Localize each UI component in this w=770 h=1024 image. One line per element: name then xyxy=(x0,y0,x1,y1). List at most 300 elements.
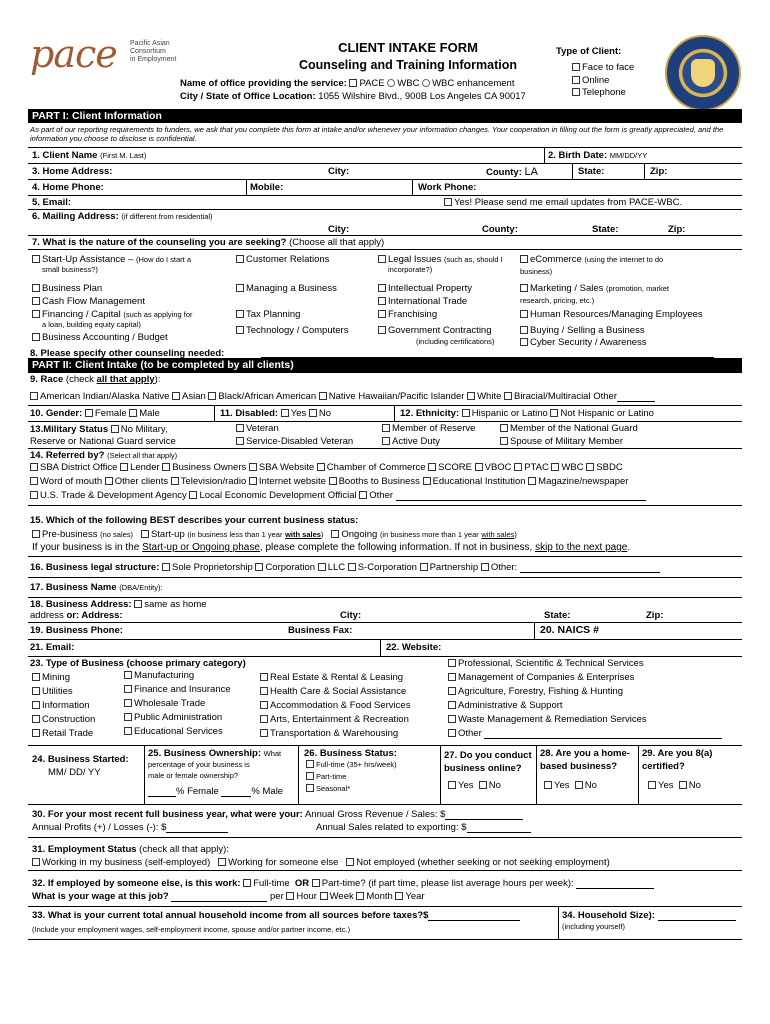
ref-sba-district-checkbox[interactable] xyxy=(30,463,38,471)
q32-wage-input[interactable] xyxy=(171,893,267,902)
q25-female-input[interactable] xyxy=(148,788,176,797)
counseling-options xyxy=(28,249,742,358)
type-wholesale-checkbox[interactable] xyxy=(124,699,132,707)
q33-input[interactable] xyxy=(428,912,520,921)
mil-spouse-label: Spouse of Military Member xyxy=(510,436,623,447)
q10 xyxy=(30,408,160,419)
type-of-client xyxy=(556,46,634,100)
c-ip-checkbox[interactable] xyxy=(378,284,386,292)
legal-llc-checkbox[interactable] xyxy=(318,563,326,571)
emp-other-label: Working for someone else xyxy=(228,857,339,868)
q31-label: 31. Employment Status xyxy=(32,844,137,855)
ref-clients-checkbox[interactable] xyxy=(105,477,113,485)
form-subtitle: Counseling and Training Information xyxy=(298,58,518,72)
q5-checkbox[interactable] xyxy=(444,198,452,206)
ref-edu-label: Educational Institution xyxy=(432,476,526,487)
q7-hint: (Choose all that apply) xyxy=(289,237,385,248)
type-other-checkbox[interactable] xyxy=(448,729,456,737)
row-q31 xyxy=(28,837,742,870)
toc-online xyxy=(556,75,634,88)
q17-label: 17. Business Name xyxy=(30,582,117,593)
ref-tv-checkbox[interactable] xyxy=(171,477,179,485)
type-mining-checkbox[interactable] xyxy=(32,673,40,681)
ref-other-input[interactable] xyxy=(396,492,646,501)
emp-self-label: Working in my business (self-employed) xyxy=(42,857,211,868)
c-gov-checkbox[interactable] xyxy=(378,326,386,334)
type-retail-checkbox[interactable] xyxy=(32,729,40,737)
status-pre-hint: (no sales) xyxy=(100,530,134,539)
q15-note: If your business is in the Start-up or Ongoing phase, please complete the following information. If not in business, skip to the next page. xyxy=(32,542,631,553)
status-ongoing-checkbox[interactable] xyxy=(331,530,339,538)
type-accommodation xyxy=(260,700,410,711)
ref-ptac-checkbox[interactable] xyxy=(514,463,522,471)
divider xyxy=(558,907,559,939)
legal-corp-checkbox[interactable] xyxy=(255,563,263,571)
mil-vet-label: Veteran xyxy=(246,423,279,434)
c-customer-label: Customer Relations xyxy=(246,254,330,265)
row-q5 xyxy=(28,195,742,209)
q7-text: 7. What is the nature of the counseling you are seeking? xyxy=(32,237,287,248)
toc-online-checkbox[interactable] xyxy=(572,76,580,84)
q33 xyxy=(32,910,520,921)
q8-input[interactable] xyxy=(261,348,714,358)
c-legal-checkbox[interactable] xyxy=(378,255,386,263)
c-bizplan-label: Business Plan xyxy=(42,283,103,294)
c-bizplan-checkbox[interactable] xyxy=(32,284,40,292)
mil-reserve-checkbox[interactable] xyxy=(382,424,390,432)
q34-input[interactable] xyxy=(658,912,736,921)
pace-logo-subtitle xyxy=(130,40,176,64)
q26-part-checkbox[interactable] xyxy=(306,772,314,780)
type-realestate xyxy=(260,672,403,683)
row-q15 xyxy=(28,505,742,556)
q14 xyxy=(30,450,177,461)
type-professional-checkbox[interactable] xyxy=(448,659,456,667)
office-pace-label: PACE xyxy=(359,78,385,89)
q18-label: 18. Business Address: xyxy=(30,599,132,610)
row-q24-29 xyxy=(28,745,742,804)
q28-yes-checkbox[interactable] xyxy=(544,781,552,789)
type-agriculture xyxy=(448,686,623,697)
type-utilities-checkbox[interactable] xyxy=(32,687,40,695)
status-ongoing-hint1: (in business more than 1 year xyxy=(379,530,479,539)
type-management-checkbox[interactable] xyxy=(448,673,456,681)
ref-wom-checkbox[interactable] xyxy=(30,477,38,485)
type-professional-label: Professional, Scientific & Technical Services xyxy=(458,658,644,669)
divider xyxy=(536,746,537,804)
c-trade-checkbox[interactable] xyxy=(378,297,386,305)
mil-none-checkbox[interactable] xyxy=(111,425,119,433)
type-information-checkbox[interactable] xyxy=(32,701,40,709)
ref-internet-label: Internet website xyxy=(258,476,326,487)
q32-or: OR xyxy=(294,878,310,889)
q33-hint: (Include your employment wages, self-employment income, spouse and/or partner income, etc.) xyxy=(32,925,351,934)
q32-part-label: Part-time? xyxy=(321,878,366,889)
status-start-checkbox[interactable] xyxy=(141,530,149,538)
q32-per: per xyxy=(270,891,284,902)
c-startup-checkbox[interactable] xyxy=(32,255,40,263)
legal-other-checkbox[interactable] xyxy=(481,563,489,571)
c-franchise-checkbox[interactable] xyxy=(378,310,386,318)
c-accounting-checkbox[interactable] xyxy=(32,333,40,341)
gender-male-checkbox[interactable] xyxy=(129,409,137,417)
divider xyxy=(144,746,145,804)
race-other-input[interactable] xyxy=(617,393,655,402)
c-ecommerce-checkbox[interactable] xyxy=(520,255,528,263)
row-q21 xyxy=(28,639,742,656)
q26-seasonal-label: Seasonal* xyxy=(316,784,351,793)
type-health-checkbox[interactable] xyxy=(260,687,268,695)
type-mining xyxy=(32,672,70,683)
race-white-label: White xyxy=(477,391,502,402)
type-manufacturing-checkbox[interactable] xyxy=(124,671,132,679)
q12-label: 12. Ethnicity: xyxy=(400,408,460,419)
referral-line-2 xyxy=(30,476,628,487)
c-startup-hint: (How do I start a xyxy=(136,255,192,264)
row-q19 xyxy=(28,622,742,639)
c-cyber-checkbox[interactable] xyxy=(520,338,528,346)
q11 xyxy=(220,408,331,419)
q4-mobile: Mobile: xyxy=(250,182,284,193)
legal-other-input[interactable] xyxy=(520,564,660,573)
type-health xyxy=(260,686,406,697)
toc-online-label: Online xyxy=(582,74,610,86)
type-retail-label: Retail Trade xyxy=(42,728,94,739)
mil-reserve-label: Member of Reserve xyxy=(392,423,476,434)
ethnicity-hisp-checkbox[interactable] xyxy=(462,409,470,417)
q30-rev-input[interactable] xyxy=(445,811,523,820)
ref-econ-label: Local Economic Development Official xyxy=(199,490,357,501)
c-financing-checkbox[interactable] xyxy=(32,310,40,318)
ref-booths-checkbox[interactable] xyxy=(329,477,337,485)
mil-active-label: Active Duty xyxy=(392,436,441,447)
row-q14 xyxy=(28,448,742,505)
type-transport-label: Transportation & Warehousing xyxy=(270,728,399,739)
office-wbc-enh-radio[interactable] xyxy=(422,79,430,87)
c-tax xyxy=(236,309,300,320)
type-information-label: Information xyxy=(42,700,90,711)
type-accommodation-checkbox[interactable] xyxy=(260,701,268,709)
toc-phone-checkbox[interactable] xyxy=(572,88,580,96)
emp-other-checkbox[interactable] xyxy=(218,858,226,866)
q29-label-b: certified? xyxy=(642,761,685,772)
ethnicity-nonhisp-checkbox[interactable] xyxy=(550,409,558,417)
mil-guard xyxy=(500,423,638,434)
ref-owners-checkbox[interactable] xyxy=(162,463,170,471)
q3-city: City: xyxy=(328,166,350,177)
ref-econ-checkbox[interactable] xyxy=(189,491,197,499)
q31-hint: (check all that apply): xyxy=(139,844,229,855)
c-ip-label: Intellectual Property xyxy=(388,283,472,294)
race-white-checkbox[interactable] xyxy=(467,392,475,400)
c-legal-hint2: incorporate?) xyxy=(388,265,433,274)
ref-other-checkbox[interactable] xyxy=(359,491,367,499)
part1-bar: PART I: Client Information xyxy=(28,109,742,123)
type-agriculture-label: Agriculture, Forestry, Fishing & Hunting xyxy=(458,686,624,697)
q26-part-label: Part-time xyxy=(316,772,347,781)
q28-no-checkbox[interactable] xyxy=(575,781,583,789)
ref-vboc-checkbox[interactable] xyxy=(475,463,483,471)
ref-magazine-checkbox[interactable] xyxy=(528,477,536,485)
type-utilities xyxy=(32,686,73,697)
type-utilities-label: Utilities xyxy=(42,686,73,697)
type-public-checkbox[interactable] xyxy=(124,713,132,721)
ref-sbdc-checkbox[interactable] xyxy=(586,463,594,471)
type-admin xyxy=(448,700,563,711)
form-title: CLIENT INTAKE FORM xyxy=(338,40,478,55)
type-finance-checkbox[interactable] xyxy=(124,685,132,693)
q30-profit xyxy=(32,822,228,833)
c-customer xyxy=(236,254,329,265)
type-agriculture-checkbox[interactable] xyxy=(448,687,456,695)
q27-no-checkbox[interactable] xyxy=(479,781,487,789)
q30-profit-label: Annual Profits (+) / Losses (-): $ xyxy=(32,822,167,833)
q27-yes-checkbox[interactable] xyxy=(448,781,456,789)
c-tech xyxy=(236,325,348,336)
status-pre-checkbox[interactable] xyxy=(32,530,40,538)
c-tech-checkbox[interactable] xyxy=(236,326,244,334)
q32-wage-label: What is your wage at this job? xyxy=(32,891,169,902)
type-construction-label: Construction xyxy=(42,714,96,725)
q27-no-label: No xyxy=(488,780,501,791)
c-tech-label: Technology / Computers xyxy=(246,325,349,336)
c-marketing-checkbox[interactable] xyxy=(520,284,528,292)
q7-label xyxy=(32,237,384,248)
c-marketing-label: Marketing / Sales xyxy=(530,283,604,294)
c-tax-label: Tax Planning xyxy=(246,309,301,320)
legal-sole-label: Sole Proprietorship xyxy=(172,562,253,573)
office-city-label: City / State of Office Location: xyxy=(180,91,316,102)
c-cashflow xyxy=(32,296,145,307)
gender-male-label: Male xyxy=(139,408,160,419)
disabled-yes-checkbox[interactable] xyxy=(281,409,289,417)
q17 xyxy=(30,582,163,593)
wage-hour-label: Hour xyxy=(296,891,317,902)
disabled-no-checkbox[interactable] xyxy=(309,409,317,417)
q14-hint: (Select all that apply) xyxy=(107,451,178,460)
ref-internet-checkbox[interactable] xyxy=(249,477,257,485)
type-admin-checkbox[interactable] xyxy=(448,701,456,709)
q21-label: 21. Email: xyxy=(30,642,75,653)
pace-logo-line1: Pacific Asian xyxy=(130,40,170,47)
toc-phone xyxy=(556,87,634,100)
pace-logo-line2: Consortium xyxy=(130,48,166,56)
c-marketing-hint: (promotion, market xyxy=(606,284,669,293)
legal-sole-checkbox[interactable] xyxy=(162,563,170,571)
type-transport-checkbox[interactable] xyxy=(260,729,268,737)
q26-full-label: Full-time (35+ hrs/week) xyxy=(316,760,397,769)
emp-none-label: Not employed (whether seeking or not seeking employment) xyxy=(356,857,610,868)
race-nhpi-label: Native Hawaiian/Pacific Islander xyxy=(328,391,465,402)
row-q3 xyxy=(28,163,742,179)
ref-score-checkbox[interactable] xyxy=(428,463,436,471)
type-accommodation-label: Accommodation & Food Services xyxy=(270,700,411,711)
q25-pct xyxy=(148,786,283,797)
office-pace-checkbox[interactable] xyxy=(349,79,357,87)
c-legal xyxy=(378,254,503,265)
legal-partner-checkbox[interactable] xyxy=(420,563,428,571)
q1-hint: (First M. Last) xyxy=(100,151,147,160)
q18-zip: Zip: xyxy=(646,610,664,621)
race-biracial-checkbox[interactable] xyxy=(504,392,512,400)
q2-text: 2. Birth Date: xyxy=(548,150,608,161)
q11-label: 11. Disabled: xyxy=(220,408,279,419)
c-startup-label: Start-Up Assistance – xyxy=(42,254,134,265)
q32-part-checkbox[interactable] xyxy=(312,879,320,887)
c-cashflow-checkbox[interactable] xyxy=(32,297,40,305)
q18-city: City: xyxy=(340,610,362,621)
wage-week-checkbox[interactable] xyxy=(320,892,328,900)
q26-seasonal xyxy=(306,784,350,793)
emp-self-checkbox[interactable] xyxy=(32,858,40,866)
mil-dvet-checkbox[interactable] xyxy=(236,437,244,445)
c-ecommerce-hint2: business) xyxy=(520,267,553,276)
form-header xyxy=(28,32,742,108)
c-buying-checkbox[interactable] xyxy=(520,326,528,334)
q3-county-value: LA xyxy=(524,166,538,178)
type-arts-checkbox[interactable] xyxy=(260,715,268,723)
toc-face-checkbox[interactable] xyxy=(572,63,580,71)
q27-label: 27. Do you conduct xyxy=(444,750,532,761)
divider xyxy=(394,406,395,421)
mil-guard-checkbox[interactable] xyxy=(500,424,508,432)
office-wbc-radio[interactable] xyxy=(387,79,395,87)
row-q33 xyxy=(28,906,742,939)
legal-scorp-checkbox[interactable] xyxy=(348,563,356,571)
wage-month-checkbox[interactable] xyxy=(356,892,364,900)
q29-yes-checkbox[interactable] xyxy=(648,781,656,789)
ethnicity-hisp-label: Hispanic or Latino xyxy=(471,408,548,419)
q32-hours-input[interactable] xyxy=(576,880,654,889)
status-pre-label: Pre-business xyxy=(42,529,98,540)
q29-no-checkbox[interactable] xyxy=(679,781,687,789)
type-manufacturing-label: Manufacturing xyxy=(134,670,195,681)
c-accounting-label: Business Accounting / Budget xyxy=(42,332,168,343)
q3-county-label: County: xyxy=(486,167,522,178)
q30-profit-input[interactable] xyxy=(166,824,228,833)
mil-spouse-checkbox[interactable] xyxy=(500,437,508,445)
type-education-checkbox[interactable] xyxy=(124,727,132,735)
q15-note-d[interactable]: skip to the next page xyxy=(535,542,628,553)
row-q10-12 xyxy=(28,405,742,421)
q28-label: 28. Are you a home- xyxy=(540,748,630,759)
ref-chamber-checkbox[interactable] xyxy=(317,463,325,471)
q34-label: 34. Household Size): xyxy=(562,910,655,921)
ref-wbc-label: WBC xyxy=(561,462,584,473)
emp-none-checkbox[interactable] xyxy=(346,858,354,866)
type-waste-label: Waste Management & Remediation Services xyxy=(458,714,647,725)
part1-note: As part of our reporting requirements to funders, we ask that you complete this form at intake and/or whenever your information changes. Your cooperation in filling out the form is greatly appreciated, and the information you choose to disclose is confidential. xyxy=(30,125,724,144)
q20-label: 20. NAICS # xyxy=(540,624,599,636)
wage-year-label: Year xyxy=(405,891,425,902)
wage-year-checkbox[interactable] xyxy=(395,892,403,900)
ref-ustda-checkbox[interactable] xyxy=(30,491,38,499)
divider xyxy=(380,640,381,656)
mil-vet-checkbox[interactable] xyxy=(236,424,244,432)
type-waste xyxy=(448,714,647,725)
q25-b: percentage of your business is xyxy=(148,760,250,769)
q19-label: 19. Business Phone: xyxy=(30,625,123,636)
q26-full-checkbox[interactable] xyxy=(306,760,314,768)
mil-active-checkbox[interactable] xyxy=(382,437,390,445)
c-financing-hint2: a loan, building equity capital) xyxy=(42,320,141,329)
q6-text: 6. Mailing Address: xyxy=(32,211,119,222)
ref-wbc-checkbox[interactable] xyxy=(551,463,559,471)
c-buying-label: Buying / Selling a Business xyxy=(530,325,645,336)
q26-seasonal-checkbox[interactable] xyxy=(306,784,314,792)
q6-hint: (if different from residential) xyxy=(121,212,213,221)
q6-city: City: xyxy=(328,224,350,235)
c-cashflow-label: Cash Flow Management xyxy=(42,296,145,307)
office-line xyxy=(180,78,514,89)
wage-month-label: Month xyxy=(366,891,393,902)
q32-full-checkbox[interactable] xyxy=(243,879,251,887)
c-marketing xyxy=(520,283,669,294)
divider xyxy=(638,746,639,804)
c-legal-hint: (such as, should I xyxy=(443,255,503,264)
race-aian-checkbox[interactable] xyxy=(30,392,38,400)
q23-label: 23. Type of Business (choose primary category) xyxy=(30,658,246,669)
c-managing-checkbox[interactable] xyxy=(236,284,244,292)
q4-work: Work Phone: xyxy=(418,182,477,193)
race-aian-label: American Indian/Alaska Native xyxy=(40,391,170,402)
q3-zip: Zip: xyxy=(650,166,668,177)
type-realestate-checkbox[interactable] xyxy=(260,673,268,681)
q25-label: 25. Business Ownership: xyxy=(148,748,261,759)
type-wholesale xyxy=(124,698,205,709)
type-construction-checkbox[interactable] xyxy=(32,715,40,723)
c-financing xyxy=(32,309,193,320)
race-black-checkbox[interactable] xyxy=(208,392,216,400)
c-customer-checkbox[interactable] xyxy=(236,255,244,263)
c-hr-checkbox[interactable] xyxy=(520,310,528,318)
type-wholesale-label: Wholesale Trade xyxy=(134,698,206,709)
q18-address-word: address xyxy=(30,610,64,621)
ref-lender-checkbox[interactable] xyxy=(120,463,128,471)
c-ecommerce xyxy=(520,254,663,265)
q25-c: male or female ownership? xyxy=(148,771,239,780)
race-nhpi-checkbox[interactable] xyxy=(319,392,327,400)
office-wbc-enh-label: WBC enhancement xyxy=(432,78,515,89)
legal-other-label: Other: xyxy=(490,562,518,573)
c-tax-checkbox[interactable] xyxy=(236,310,244,318)
row-q16 xyxy=(28,556,742,577)
c-startup-hint2: small business?) xyxy=(42,265,98,274)
q13-reserve-text: Reserve or National Guard service xyxy=(30,436,176,447)
q25-female-label: % Female xyxy=(176,786,219,797)
q5-option xyxy=(444,197,682,208)
q18-same-checkbox[interactable] xyxy=(134,600,142,608)
q13 xyxy=(30,424,168,435)
ref-edu-checkbox[interactable] xyxy=(423,477,431,485)
q31 xyxy=(32,844,229,855)
q25-male-input[interactable] xyxy=(221,788,251,797)
q30-export-input[interactable] xyxy=(467,824,531,833)
race-asian-checkbox[interactable] xyxy=(172,392,180,400)
ref-sba-web-checkbox[interactable] xyxy=(249,463,257,471)
type-waste-checkbox[interactable] xyxy=(448,715,456,723)
type-other-input[interactable] xyxy=(484,730,722,739)
status-start-hint1: (in business less than 1 year xyxy=(187,530,283,539)
c-trade xyxy=(378,296,467,307)
q29-yes-label: Yes xyxy=(658,780,674,791)
c-legal-label: Legal Issues xyxy=(388,254,442,265)
wage-hour-checkbox[interactable] xyxy=(286,892,294,900)
race-biracial-label: Biracial/Multiracial xyxy=(514,391,591,402)
gender-female-checkbox[interactable] xyxy=(85,409,93,417)
race-asian-label: Asian xyxy=(182,391,206,402)
status-start-hint3: ) xyxy=(320,530,324,539)
